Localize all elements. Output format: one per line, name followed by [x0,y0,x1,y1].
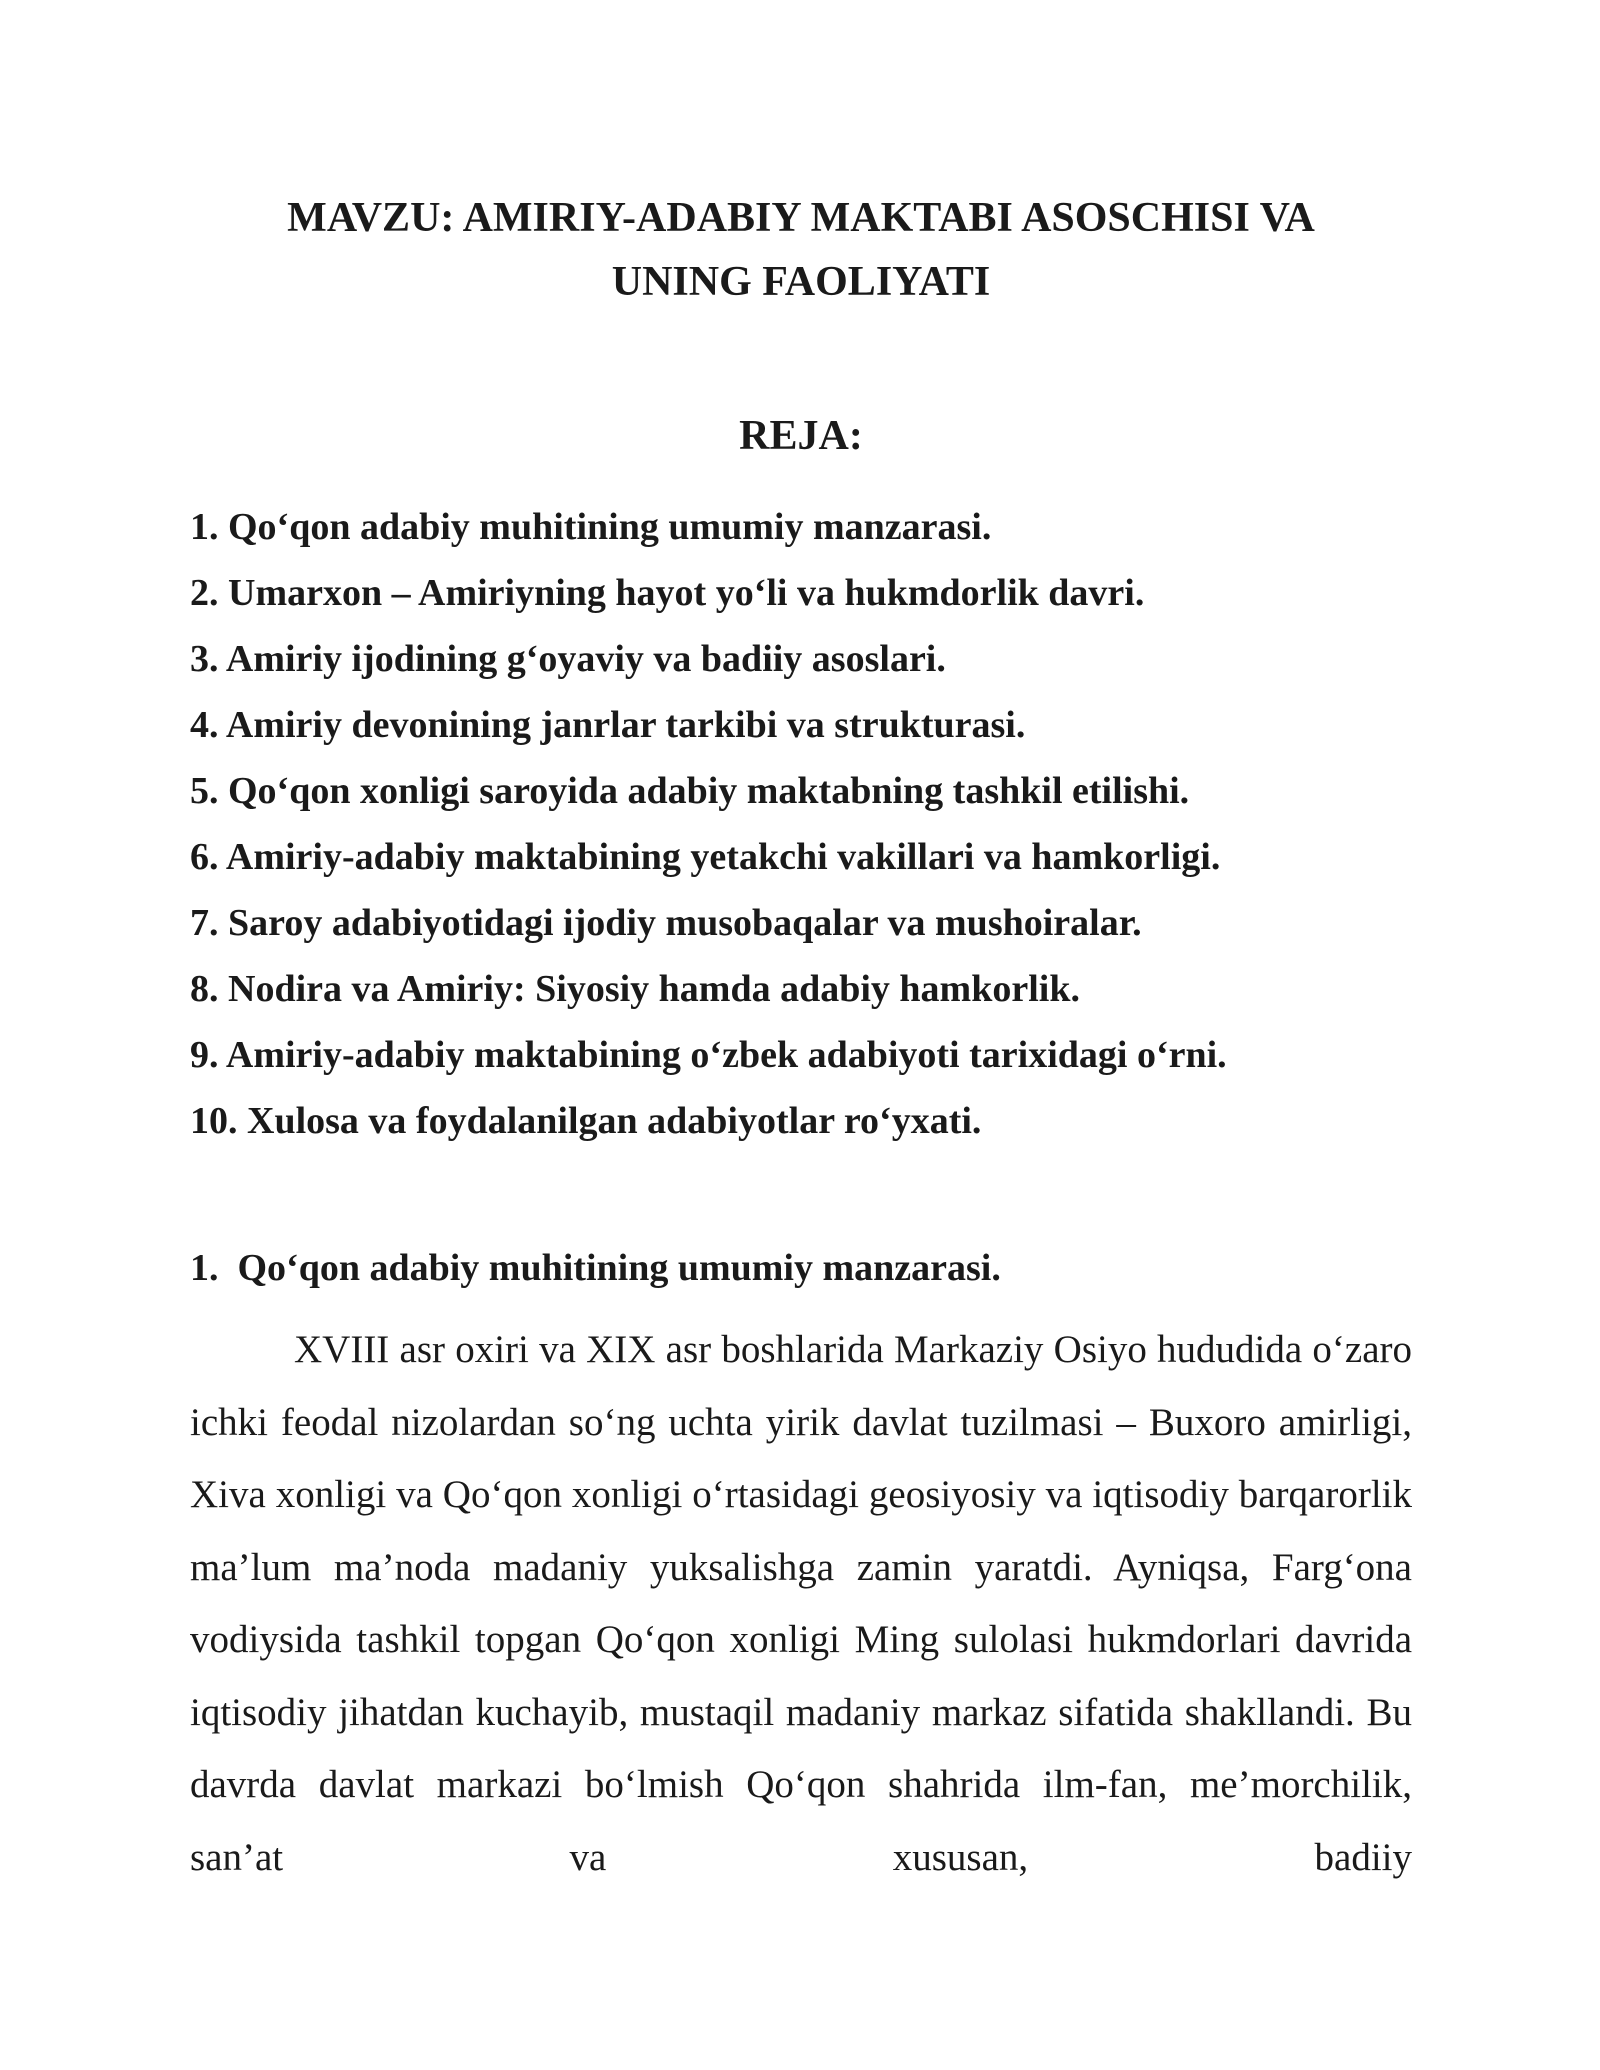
plan-item-10: 10. Xulosa va foydalanilgan adabiyotlar ro‘yxati. [190,1100,982,1142]
section-heading: 1. Qo‘qon adabiy muhitining umumiy manzarasi. [190,1247,1001,1289]
body-paragraph: XVIII asr oxiri va XIX asr boshlarida Markaziy Osiyo hududida o‘zaro ichki feodal nizolardan so‘ng uchta yirik davlat tuzilmasi – Buxoro amirligi, Xiva xonligi va Qo‘qon xonligi o‘rtasidagi geosiyosiy va iqtisodiy barqarorlik ma’lum ma’noda madaniy yuksalishga zamin yaratdi. Ayniqsa, Farg‘ona vodiysida tashkil topgan Qo‘qon xonligi Ming sulolasi hukmdorlari davrida iqtisodiy jihatdan kuchayib, mustaqil madaniy markaz sifatida shakllandi. Bu davrda davlat markazi bo‘lmish Qo‘qon shahrida ilm-fan, me’morchilik, san’at va xususan, badiiy [190,1328,1412,1879]
plan-item-6: 6. Amiriy-adabiy maktabining yetakchi vakillari va hamkorligi. [190,836,1221,878]
plan-list [190,494,1430,1154]
plan-item-3: 3. Amiriy ijodining g‘oyaviy va badiiy asoslari. [190,638,946,680]
plan-item-5: 5. Qo‘qon xonligi saroyida adabiy maktabning tashkil etilishi. [190,770,1190,812]
plan-item-8: 8. Nodira va Amiriy: Siyosiy hamda adabiy hamkorlik. [190,968,1080,1010]
plan-heading: REJA: [739,413,863,459]
plan-item-4: 4. Amiriy devonining janrlar tarkibi va strukturasi. [190,704,1026,746]
document-title [190,186,1412,314]
plan-item-7: 7. Saroy adabiyotidagi ijodiy musobaqalar va mushoiralar. [190,902,1142,944]
title-line-1: MAVZU: AMIRIY-ADABIY MAKTABI ASOSCHISI VA [287,195,1315,241]
plan-item-9: 9. Amiriy-adabiy maktabining o‘zbek adabiyoti tarixidagi o‘rni. [190,1034,1227,1076]
plan-item-1: 1. Qo‘qon adabiy muhitining umumiy manzarasi. [190,506,992,548]
title-line-2: UNING FAOLIYATI [611,259,991,305]
plan-item-2: 2. Umarxon – Amiriyning hayot yo‘li va hukmdorlik davri. [190,572,1145,614]
